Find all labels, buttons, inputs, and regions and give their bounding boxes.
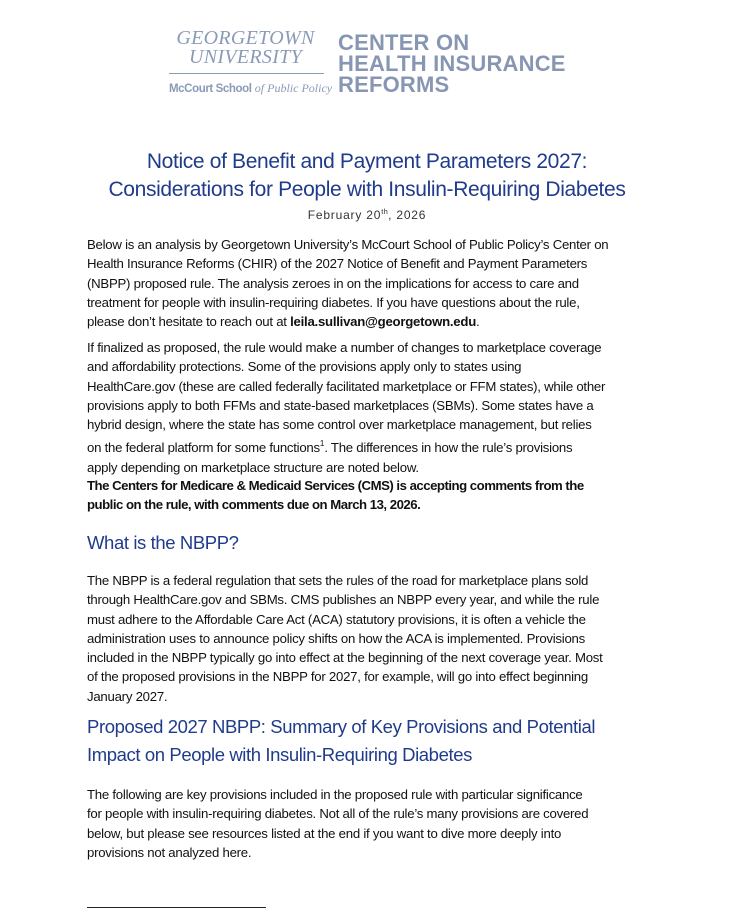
text-line: below, but please see resources listed at the end if you want to dive more deeply into — [87, 825, 562, 841]
text-line — [87, 434, 657, 457]
marketplace-paragraph — [87, 338, 657, 477]
text-line: The following are key provisions included in the proposed rule with particular significance — [87, 787, 583, 802]
text-line: must adhere to the Affordable Care Act (ACA) statutory provisions, it is often a vehicle the — [87, 611, 586, 627]
footnote-reference[interactable]: 1 — [319, 439, 325, 449]
text-line: January 2027. — [87, 688, 168, 704]
text-line — [87, 312, 657, 331]
chir-line-3: REFORMS — [338, 72, 450, 97]
footnote-separator — [87, 907, 266, 908]
footnote-line-suffix: . The differences in how the rule’s provisions — [324, 440, 573, 456]
university-line: UNIVERSITY — [189, 46, 302, 68]
text-line: The NBPP is a federal regulation that sets the rules of the road for marketplace plans sold — [87, 573, 589, 588]
date-ordinal: th — [381, 207, 389, 216]
text-line: and affordability protections. Some of the provisions apply only to states using — [87, 359, 522, 375]
text-line: treatment for people with insulin-requiring diabetes. If you have questions about the rule, — [87, 294, 580, 310]
text-line: The Centers for Medicare & Medicaid Services (CMS) is accepting comments from the — [87, 478, 584, 493]
heading-line: Impact on People with Insulin-Requiring Diabetes — [87, 744, 472, 765]
text-line: of the proposed provisions in the NBPP for 2027, for example, will go into effect beginning — [87, 669, 588, 685]
document-title-line-2: Considerations for People with Insulin-Requiring Diabetes — [108, 178, 626, 201]
mccourt-school-bold: McCourt School — [169, 83, 252, 95]
heading-line: Proposed 2027 NBPP: Summary of Key Provisions and Potential — [87, 716, 596, 737]
section-heading-what-is-nbpp: What is the NBPP? — [87, 532, 239, 553]
chir-logo — [167, 29, 587, 101]
text-line: for people with insulin-requiring diabetes. Not all of the rule’s many provisions are covered — [87, 806, 589, 822]
georgetown-line: GEORGETOWN — [176, 27, 315, 49]
text-line: provisions apply to both FFMs and state-based marketplaces (SBMs). Some states have a — [87, 397, 594, 413]
mccourt-school-name — [169, 81, 332, 96]
text-line: included in the NBPP typically go into effect at the beginning of the next coverage year. Most — [87, 650, 603, 666]
mccourt-school-italic: of Public Policy — [254, 81, 333, 95]
text-line: Health Insurance Reforms (CHIR) of the 2027 Notice of Benefit and Payment Parameters — [87, 256, 588, 272]
text-line: HealthCare.gov (these are called federally facilitated marketplace or FFM states), while other — [87, 378, 606, 394]
text-line: public on the rule, with comments due on March 13, 2026. — [87, 497, 421, 513]
chir-line-2: HEALTH INSURANCE — [338, 51, 566, 76]
key-provisions-paragraph — [87, 785, 657, 862]
comments-notice — [87, 476, 657, 515]
publication-date — [0, 207, 734, 222]
logo-divider — [169, 73, 324, 74]
text-line: administration uses to announce policy shifts on how the ACA is implemented. Provisions — [87, 630, 585, 646]
intro-paragraph — [87, 235, 657, 331]
contact-email-link[interactable]: leila.sullivan@georgetown.edu — [290, 314, 476, 330]
date-suffix: , 2026 — [388, 208, 427, 222]
date-prefix: February 20 — [307, 208, 382, 222]
georgetown-wordmark — [167, 29, 324, 67]
text-line: If finalized as proposed, the rule would make a number of changes to marketplace coverage — [87, 340, 602, 355]
chir-line-1: CENTER ON — [338, 30, 470, 55]
text-line: provisions not analyzed here. — [87, 844, 252, 860]
contact-prefix: please don’t hesitate to reach out at — [87, 314, 291, 330]
text-line: hybrid design, where the state has some control over marketplace management, but relies — [87, 417, 592, 433]
footnote-line-prefix: on the federal platform for some functions — [87, 440, 320, 456]
nbpp-paragraph — [87, 571, 657, 706]
text-line: (NBPP) proposed rule. The analysis zeroes in on the implications for access to care and — [87, 275, 579, 291]
text-line: through HealthCare.gov and SBMs. CMS publishes an NBPP every year, and while the rule — [87, 592, 600, 608]
text-line: Below is an analysis by Georgetown University’s McCourt School of Public Policy’s Center on — [87, 237, 609, 252]
section-heading-proposed-2027-nbpp — [87, 713, 595, 769]
text-line: apply depending on marketplace structure are noted below. — [87, 459, 419, 475]
document-title-line-1: Notice of Benefit and Payment Parameters 2027: — [146, 150, 588, 173]
contact-suffix: . — [476, 314, 480, 330]
chir-wordmark — [338, 32, 566, 95]
